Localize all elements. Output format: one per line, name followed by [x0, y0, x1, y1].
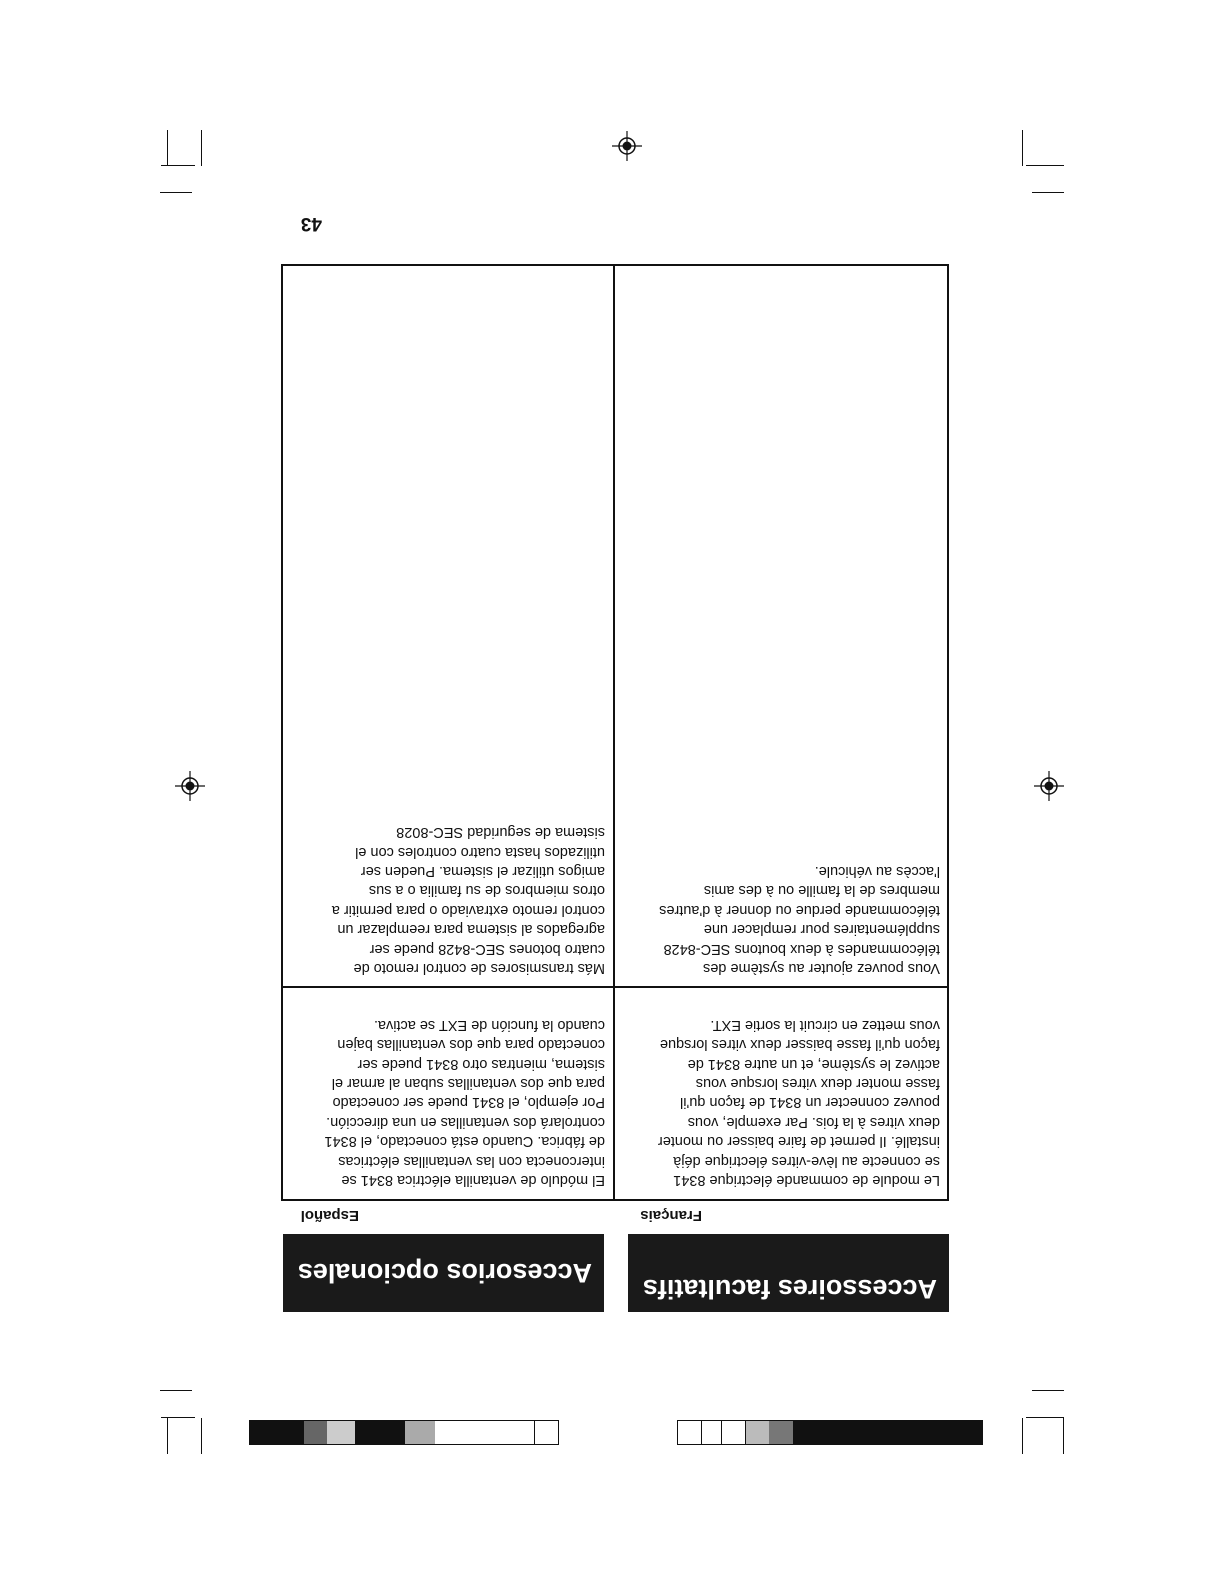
crop-mark-icon	[1022, 1418, 1023, 1454]
page-number: 43	[300, 213, 322, 234]
french-paragraph-module: Le module de commande électrique 8341 se connecte au lève-vitres électrique déjà installé. Il permet de faire baisser ou monter deux vitres à la fois. Par exemple, vous pouvez connecter un 8341 de façon qu'il fasse monter deux vitres lorsque vous activez le système, et un autre 8341 de façon qu'il fasse baisser deux vitres lorsque vous mettez en circuit la sortie EXT.	[657, 1016, 940, 1188]
crop-mark-icon	[160, 1390, 192, 1391]
registration-mark-icon	[1034, 771, 1064, 801]
content-table	[281, 264, 949, 1201]
registration-mark-icon	[612, 131, 642, 161]
spanish-paragraph-transmitters: Más transmisores de control remoto de cuatro botones SEC-8428 puede ser agregados al sistema para reemplazar un control remoto extraviado o para permitir a otros miembros de su familia o a sus amigos utilizar el sistema. Pueden ser utilizados hasta cuatro controles con el sistema de seguridad SEC-8028	[331, 824, 605, 976]
french-paragraph-transmitters: Vous pouvez ajouter au système des télécommandes à deux boutons SEC-8428 supplémentaires pour remplacer une télécommande perdue ou donner à d'autres membres de la famille ou à des amis l'accès au véhicule.	[659, 862, 940, 976]
spanish-title: Accesorios opcionales	[297, 1258, 592, 1289]
row-divider	[281, 986, 613, 988]
french-section-header	[628, 1234, 949, 1312]
color-bar-icon	[677, 1420, 983, 1445]
crop-mark-icon	[201, 1418, 202, 1454]
crop-mark-icon	[1022, 130, 1023, 166]
crop-mark-icon	[1032, 192, 1064, 193]
column-divider	[613, 266, 615, 1199]
french-title: Accessoires facultatifs	[642, 1274, 937, 1304]
crop-mark-icon	[161, 1417, 195, 1418]
crop-mark-icon	[201, 130, 202, 166]
crop-mark-icon	[1063, 1418, 1064, 1454]
crop-mark-icon	[1026, 165, 1064, 166]
spanish-section-header	[283, 1234, 604, 1312]
crop-mark-icon	[1032, 1390, 1064, 1391]
crop-mark-icon	[160, 192, 192, 193]
language-label-spanish: Español	[300, 1207, 359, 1224]
crop-mark-icon	[1026, 1417, 1064, 1418]
row-divider	[615, 986, 947, 988]
language-label-french: Français	[640, 1207, 702, 1224]
spanish-paragraph-module: El módulo de ventanilla eléctrica 8341 se interconecta con las ventanillas eléctricas de fábrica. Cuando está conectado, el 8341 controlará dos ventanillas en una dirección. Por ejemplo, el 8341 puede ser conectado para que dos ventanillas suban al armar el sistema, mientras otro 8341 puede ser conectado para que dos ventanillas bajen cuando la función de EXT se activa.	[324, 1016, 605, 1188]
color-bar-icon	[249, 1420, 559, 1445]
crop-mark-icon	[167, 130, 168, 166]
crop-mark-icon	[167, 1418, 168, 1454]
registration-mark-icon	[175, 771, 205, 801]
